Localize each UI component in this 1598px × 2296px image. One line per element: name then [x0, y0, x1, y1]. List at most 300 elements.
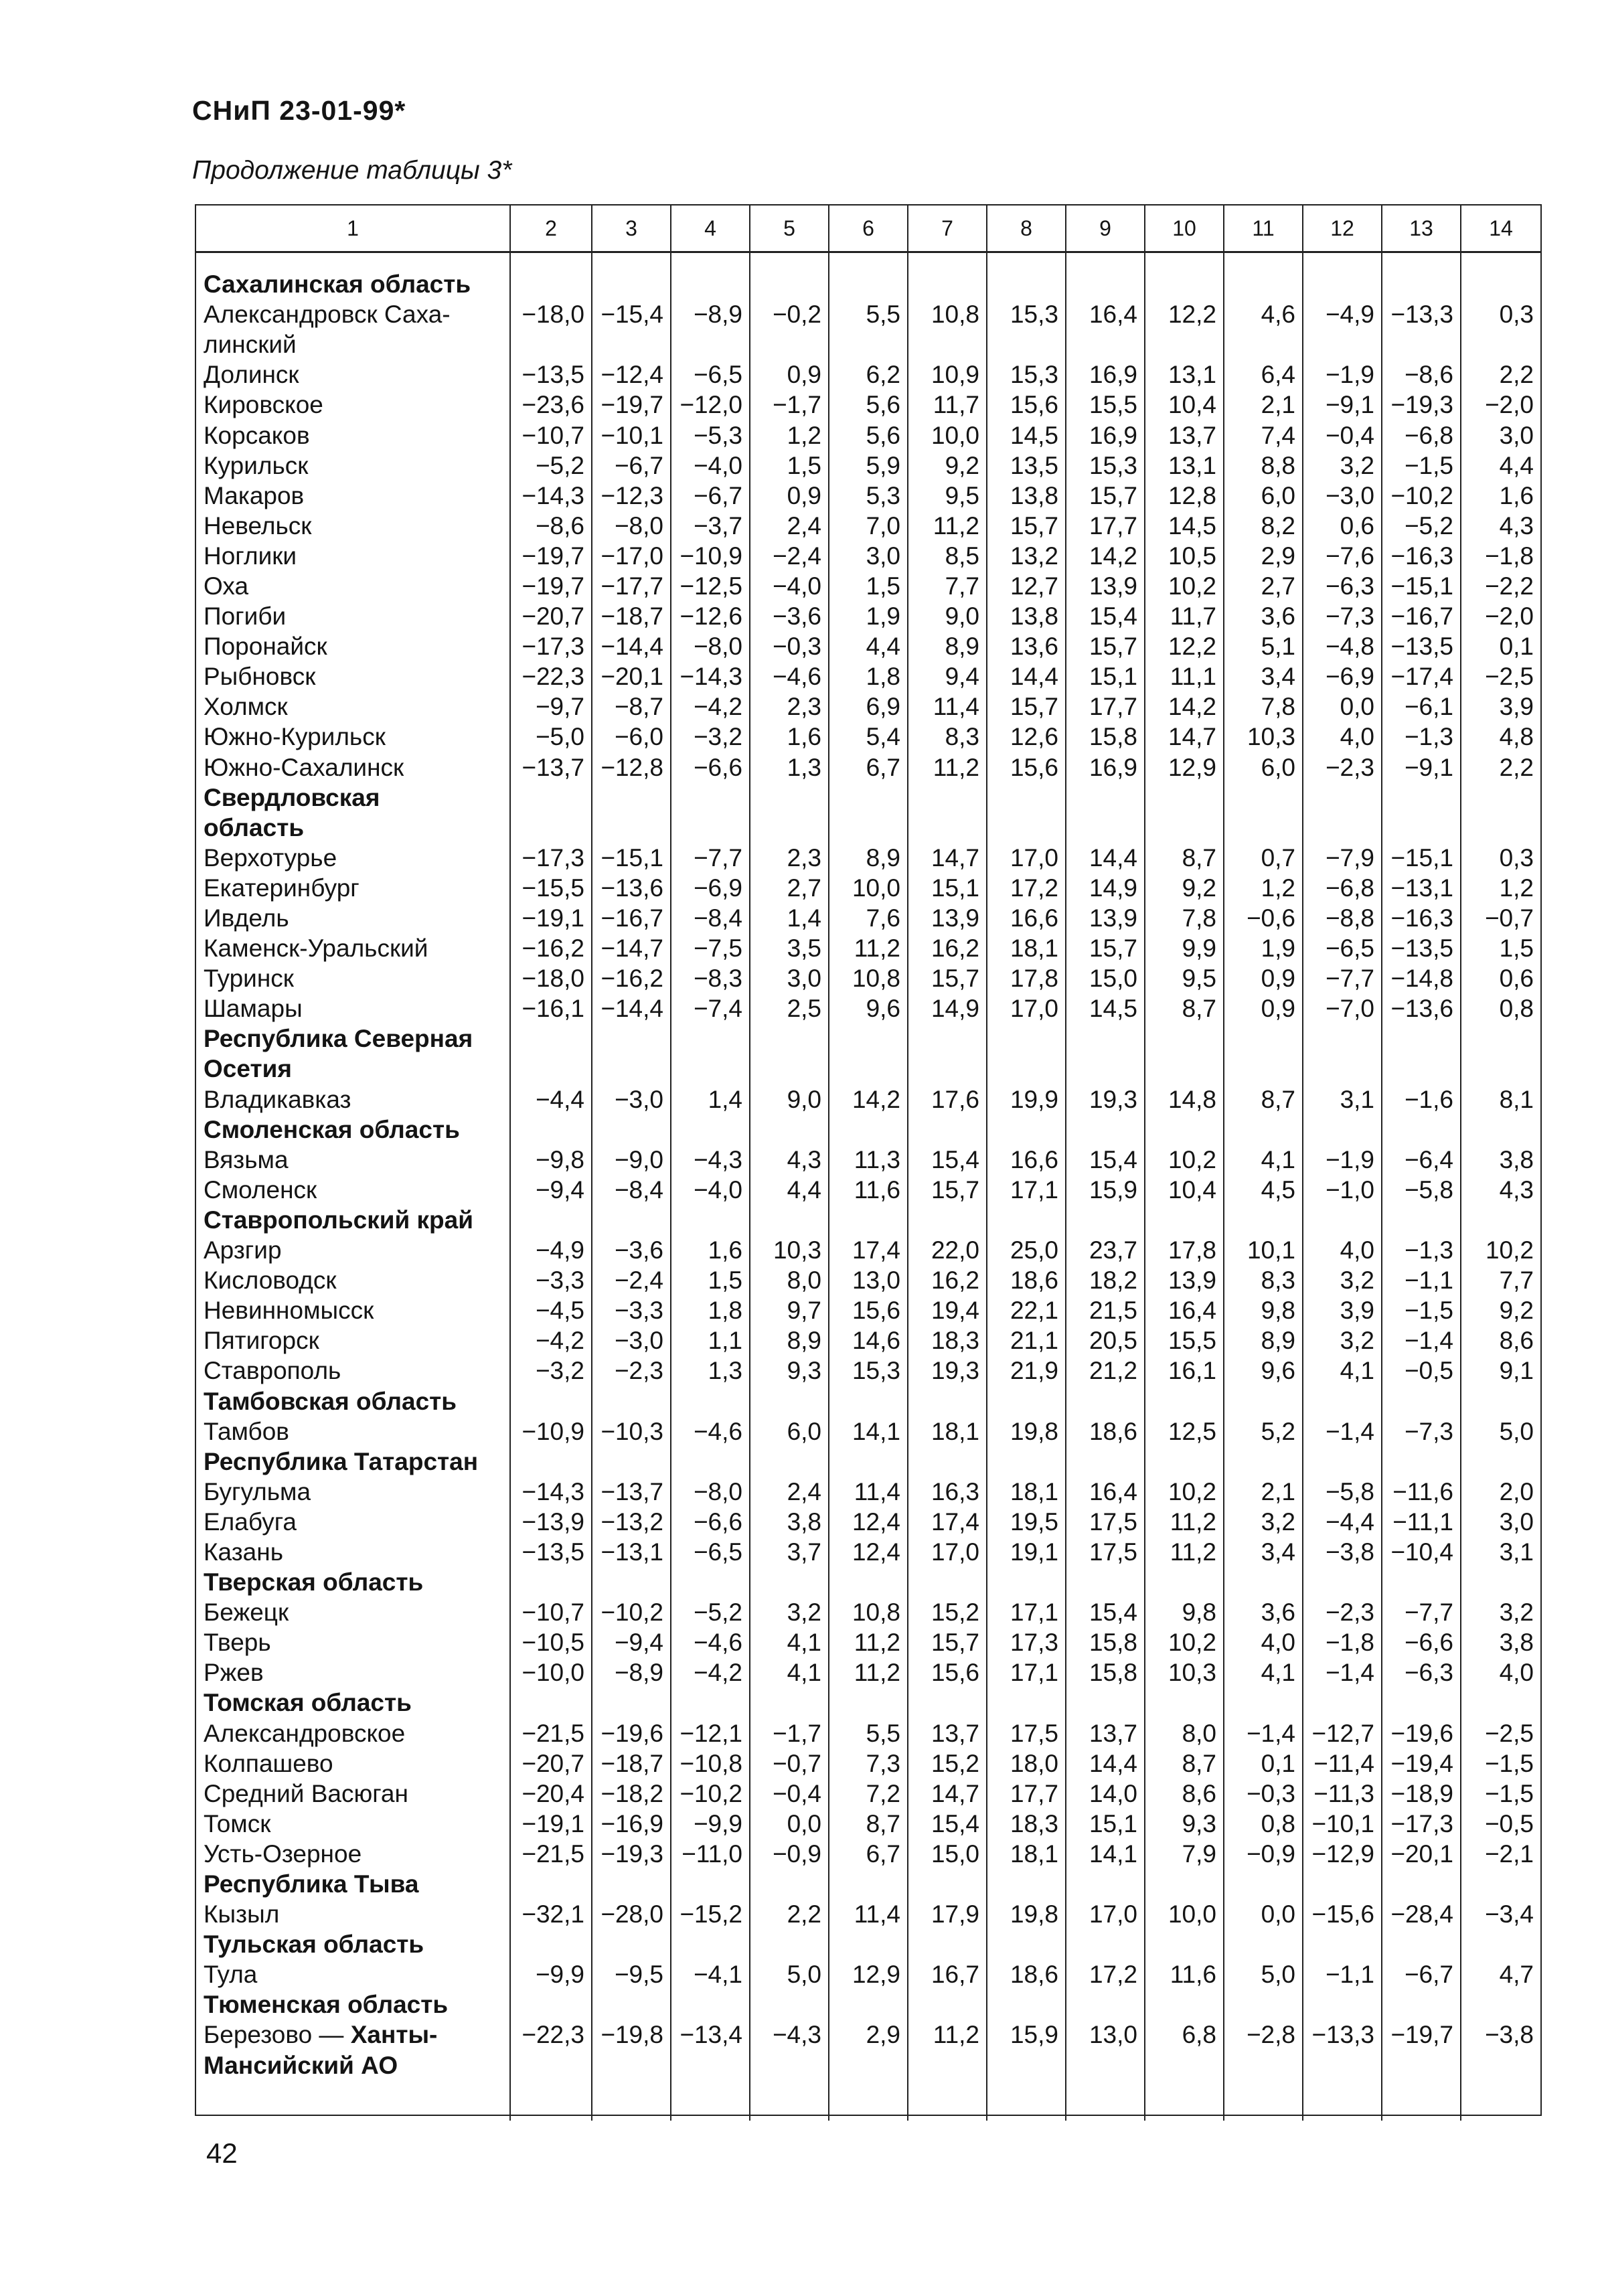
empty-cell — [829, 1989, 908, 2020]
value-cell: 17,2 — [987, 873, 1066, 903]
empty-cell — [592, 269, 671, 299]
value-cell: 14,7 — [908, 1779, 987, 1809]
value-cell: 15,4 — [1066, 1597, 1145, 1627]
region-name: Томская область — [204, 1689, 412, 1717]
region-row — [196, 1386, 1540, 1416]
value-cell: 0,1 — [1224, 1748, 1303, 1779]
value-cell: 8,5 — [908, 541, 987, 571]
station-name: Вязьма — [204, 1145, 289, 1173]
empty-cell — [1145, 1447, 1224, 1477]
value-cell: 16,2 — [908, 1265, 987, 1295]
value-cell: 3,4 — [1224, 1537, 1303, 1567]
value-cell: −16,7 — [592, 903, 671, 933]
empty-cell — [908, 1205, 987, 1235]
value-cell: 13,1 — [1145, 450, 1224, 481]
value-cell: −6,5 — [671, 1537, 750, 1567]
value-cell: −9,4 — [592, 1627, 671, 1657]
table-row — [196, 1145, 1540, 1175]
value-cell: 15,7 — [908, 1175, 987, 1205]
region-name: Тульская область — [204, 1931, 424, 1959]
value-cell: 17,4 — [829, 1235, 908, 1265]
value-cell: −13,9 — [510, 1507, 592, 1537]
value-cell: 13,7 — [1145, 420, 1224, 450]
value-cell: 14,1 — [1066, 1839, 1145, 1869]
station-name: Каменск-Уральский — [204, 934, 428, 963]
empty-cell — [750, 1205, 829, 1235]
value-cell: 8,6 — [1145, 1779, 1224, 1809]
empty-cell — [1303, 1869, 1382, 1899]
value-cell: 4,6 — [1224, 299, 1303, 329]
value-cell: −6,4 — [1382, 1145, 1461, 1175]
empty-cell — [1066, 813, 1145, 843]
value-cell: −12,1 — [671, 1718, 750, 1748]
value-cell: −19,7 — [1382, 2020, 1461, 2050]
empty-cell — [671, 2050, 750, 2080]
value-cell: 22,0 — [908, 1235, 987, 1265]
value-cell: −13,5 — [510, 1537, 592, 1567]
table-row — [196, 601, 1540, 631]
empty-cell — [671, 1023, 750, 1054]
empty-cell — [671, 1567, 750, 1597]
empty-cell — [750, 1929, 829, 1959]
value-cell: −0,3 — [750, 631, 829, 661]
value-cell: 1,6 — [750, 722, 829, 752]
value-cell: 18,0 — [987, 1748, 1066, 1779]
empty-cell — [1461, 329, 1540, 359]
value-cell: −6,5 — [1303, 933, 1382, 963]
value-cell: 15,6 — [987, 390, 1066, 420]
empty-cell — [1145, 269, 1224, 299]
station-name: Долинск — [204, 361, 299, 389]
climate-table — [195, 204, 1542, 2116]
value-cell: −16,3 — [1382, 541, 1461, 571]
empty-cell — [671, 1869, 750, 1899]
value-cell: −2,4 — [592, 1265, 671, 1295]
value-cell: 15,0 — [908, 1839, 987, 1869]
value-cell: 13,0 — [829, 1265, 908, 1295]
empty-cell — [1382, 1023, 1461, 1054]
value-cell: −13,1 — [592, 1537, 671, 1567]
value-cell: 5,0 — [1461, 1416, 1540, 1447]
table-row — [196, 1839, 1540, 1869]
value-cell: −19,1 — [510, 1809, 592, 1839]
empty-cell — [592, 1205, 671, 1235]
empty-cell — [592, 1869, 671, 1899]
value-cell: 16,9 — [1066, 359, 1145, 390]
empty-cell — [1066, 329, 1145, 359]
empty-cell — [1382, 329, 1461, 359]
empty-cell — [987, 1023, 1066, 1054]
value-cell: 8,0 — [750, 1265, 829, 1295]
value-cell: −13,6 — [1382, 993, 1461, 1023]
value-cell: 15,8 — [1066, 1627, 1145, 1657]
region-name-part: Ханты- — [350, 2021, 438, 2049]
value-cell: −1,0 — [1303, 1175, 1382, 1205]
empty-cell — [1224, 1869, 1303, 1899]
value-cell: 14,7 — [1145, 722, 1224, 752]
value-cell: 15,2 — [908, 1748, 987, 1779]
value-cell: 16,4 — [1145, 1295, 1224, 1325]
empty-cell — [987, 1115, 1066, 1145]
value-cell: 16,1 — [1145, 1356, 1224, 1386]
value-cell: 9,5 — [908, 481, 987, 511]
table-row — [196, 661, 1540, 691]
value-cell: −0,5 — [1461, 1809, 1540, 1839]
value-cell: 6,4 — [1224, 359, 1303, 390]
station-name: Владикавказ — [204, 1085, 351, 1113]
value-cell: −6,8 — [1382, 420, 1461, 450]
empty-cell — [908, 783, 987, 813]
empty-cell — [829, 1054, 908, 1084]
value-cell: 1,5 — [750, 450, 829, 481]
table-row — [196, 329, 1540, 359]
empty-cell — [1066, 1205, 1145, 1235]
value-cell: 23,7 — [1066, 1235, 1145, 1265]
value-cell: 6,2 — [829, 359, 908, 390]
table-row — [196, 963, 1540, 993]
value-cell: 7,7 — [1461, 1265, 1540, 1295]
value-cell: 1,8 — [829, 661, 908, 691]
station-name: Кисловодск — [204, 1266, 337, 1295]
value-cell: 18,1 — [987, 1839, 1066, 1869]
value-cell: 17,5 — [987, 1718, 1066, 1748]
table-row — [196, 450, 1540, 481]
value-cell: −22,3 — [510, 2020, 592, 2050]
value-cell: 18,6 — [987, 1265, 1066, 1295]
value-cell: −8,9 — [671, 299, 750, 329]
value-cell: −16,2 — [592, 963, 671, 993]
value-cell: −1,8 — [1303, 1627, 1382, 1657]
table-row — [196, 511, 1540, 541]
value-cell: 9,7 — [750, 1295, 829, 1325]
region-name: Осетия — [204, 1055, 292, 1083]
value-cell: −4,4 — [510, 1084, 592, 1115]
value-cell: −7,7 — [1382, 1597, 1461, 1627]
empty-cell — [1382, 1447, 1461, 1477]
value-cell: −14,3 — [510, 481, 592, 511]
value-cell: 4,3 — [1461, 511, 1540, 541]
page-number: 42 — [206, 2137, 238, 2169]
empty-cell — [1145, 1054, 1224, 1084]
value-cell: −6,0 — [592, 722, 671, 752]
value-cell: −2,3 — [592, 1356, 671, 1386]
value-cell: 6,7 — [829, 1839, 908, 1869]
value-cell: −20,7 — [510, 1748, 592, 1779]
value-cell: −7,5 — [671, 933, 750, 963]
value-cell: −19,3 — [592, 1839, 671, 1869]
value-cell: −9,8 — [510, 1145, 592, 1175]
empty-cell — [1461, 2050, 1540, 2080]
value-cell: 17,7 — [1066, 691, 1145, 722]
empty-cell — [829, 1205, 908, 1235]
value-cell: −1,7 — [750, 390, 829, 420]
empty-cell — [1224, 1023, 1303, 1054]
value-cell: 3,2 — [1224, 1507, 1303, 1537]
value-cell: 11,4 — [908, 691, 987, 722]
empty-cell — [987, 2050, 1066, 2080]
empty-cell — [750, 1054, 829, 1084]
empty-cell — [1303, 1115, 1382, 1145]
empty-cell — [1066, 1115, 1145, 1145]
value-cell: 9,2 — [1145, 873, 1224, 903]
value-cell: −12,9 — [1303, 1839, 1382, 1869]
value-cell: 8,7 — [1145, 843, 1224, 873]
value-cell: 10,2 — [1145, 571, 1224, 601]
region-row — [196, 1054, 1540, 1084]
value-cell: 5,3 — [829, 481, 908, 511]
empty-cell — [987, 1989, 1066, 2020]
value-cell: 13,8 — [987, 601, 1066, 631]
value-cell: 10,2 — [1145, 1477, 1224, 1507]
value-cell: −8,0 — [671, 1477, 750, 1507]
value-cell: 10,0 — [908, 420, 987, 450]
value-cell: 18,3 — [908, 1325, 987, 1356]
value-cell: −2,8 — [1224, 2020, 1303, 2050]
empty-cell — [671, 1989, 750, 2020]
region-name: Свердловская — [204, 783, 380, 811]
empty-cell — [1066, 1688, 1145, 1718]
table-row — [196, 1325, 1540, 1356]
value-cell: −5,8 — [1382, 1175, 1461, 1205]
value-cell: −0,9 — [750, 1839, 829, 1869]
empty-cell — [908, 2050, 987, 2080]
empty-cell — [510, 1989, 592, 2020]
value-cell: 1,6 — [1461, 481, 1540, 511]
value-cell: 8,9 — [1224, 1325, 1303, 1356]
empty-cell — [829, 1869, 908, 1899]
value-cell: 14,6 — [829, 1325, 908, 1356]
table-row — [196, 631, 1540, 661]
value-cell: −9,7 — [510, 691, 592, 722]
empty-cell — [1224, 1688, 1303, 1718]
empty-cell — [510, 269, 592, 299]
value-cell: −13,2 — [592, 1507, 671, 1537]
station-name: Арзгир — [204, 1236, 282, 1264]
empty-cell — [1066, 783, 1145, 813]
empty-cell — [908, 1386, 987, 1416]
empty-cell — [1382, 813, 1461, 843]
value-cell: 2,9 — [829, 2020, 908, 2050]
value-cell: −17,7 — [592, 571, 671, 601]
value-cell: 4,4 — [1461, 450, 1540, 481]
value-cell: 2,2 — [1461, 359, 1540, 390]
value-cell: 3,4 — [1224, 661, 1303, 691]
empty-cell — [1303, 329, 1382, 359]
value-cell: −12,0 — [671, 390, 750, 420]
empty-cell — [908, 1115, 987, 1145]
station-name: Курильск — [204, 451, 309, 479]
value-cell: 0,9 — [1224, 993, 1303, 1023]
value-cell: −22,3 — [510, 661, 592, 691]
table-row — [196, 993, 1540, 1023]
value-cell: 12,4 — [829, 1537, 908, 1567]
value-cell: −10,2 — [592, 1597, 671, 1627]
value-cell: 14,4 — [1066, 1748, 1145, 1779]
value-cell: −1,3 — [1382, 722, 1461, 752]
empty-cell — [1224, 813, 1303, 843]
value-cell: 3,0 — [1461, 1507, 1540, 1537]
empty-cell — [1303, 783, 1382, 813]
value-cell: −14,3 — [510, 1477, 592, 1507]
value-cell: 15,6 — [987, 752, 1066, 783]
empty-cell — [829, 1023, 908, 1054]
empty-cell — [750, 1567, 829, 1597]
empty-cell — [987, 329, 1066, 359]
value-cell: 14,5 — [987, 420, 1066, 450]
empty-cell — [908, 1054, 987, 1084]
value-cell: 4,1 — [1224, 1145, 1303, 1175]
value-cell: 18,6 — [987, 1959, 1066, 1989]
value-cell: −1,5 — [1461, 1748, 1540, 1779]
value-cell: −3,0 — [592, 1084, 671, 1115]
value-cell: −5,2 — [671, 1597, 750, 1627]
value-cell: −7,6 — [1303, 541, 1382, 571]
value-cell: 8,7 — [1145, 1748, 1224, 1779]
station-name: Екатеринбург — [204, 874, 359, 902]
value-cell: −4,6 — [671, 1416, 750, 1447]
value-cell: −10,2 — [671, 1779, 750, 1809]
value-cell: −10,1 — [1303, 1809, 1382, 1839]
value-cell: −3,3 — [592, 1295, 671, 1325]
value-cell: 10,1 — [1224, 1235, 1303, 1265]
region-row — [196, 783, 1540, 813]
value-cell: 17,0 — [987, 993, 1066, 1023]
table-row — [196, 691, 1540, 722]
value-cell: 0,9 — [750, 481, 829, 511]
value-cell: −28,0 — [592, 1899, 671, 1929]
empty-cell — [1303, 1989, 1382, 2020]
value-cell: 17,0 — [987, 843, 1066, 873]
empty-cell — [1224, 1054, 1303, 1084]
value-cell: 2,2 — [1461, 752, 1540, 783]
station-name: Верхотурье — [204, 843, 337, 872]
empty-cell — [671, 1688, 750, 1718]
empty-cell — [592, 1054, 671, 1084]
value-cell: 9,1 — [1461, 1356, 1540, 1386]
empty-cell — [510, 1567, 592, 1597]
value-cell: −15,1 — [592, 843, 671, 873]
value-cell: 3,0 — [1461, 420, 1540, 450]
empty-cell — [1145, 1688, 1224, 1718]
empty-cell — [510, 1386, 592, 1416]
empty-cell — [908, 1447, 987, 1477]
value-cell: −4,2 — [671, 691, 750, 722]
station-name: Туринск — [204, 965, 294, 993]
value-cell: −4,6 — [671, 1627, 750, 1657]
station-name: Тамбов — [204, 1417, 289, 1445]
value-cell: −15,1 — [1382, 571, 1461, 601]
value-cell: −5,0 — [510, 722, 592, 752]
empty-cell — [1382, 1115, 1461, 1145]
table-row — [196, 933, 1540, 963]
empty-cell — [1224, 1386, 1303, 1416]
table-row — [196, 1477, 1540, 1507]
empty-cell — [1145, 783, 1224, 813]
value-cell: −10,1 — [592, 420, 671, 450]
value-cell: −1,7 — [750, 1718, 829, 1748]
empty-cell — [1303, 1386, 1382, 1416]
value-cell: −18,9 — [1382, 1779, 1461, 1809]
value-cell: 12,6 — [987, 722, 1066, 752]
value-cell: 13,9 — [1066, 571, 1145, 601]
value-cell: −6,7 — [1382, 1959, 1461, 1989]
value-cell: −7,4 — [671, 993, 750, 1023]
value-cell: −18,7 — [592, 1748, 671, 1779]
value-cell: 2,0 — [1461, 1477, 1540, 1507]
value-cell: 4,4 — [750, 1175, 829, 1205]
empty-cell — [592, 1688, 671, 1718]
value-cell: 4,0 — [1224, 1627, 1303, 1657]
table-row — [196, 1809, 1540, 1839]
value-cell: −4,0 — [671, 1175, 750, 1205]
value-cell: 5,9 — [829, 450, 908, 481]
value-cell: −8,0 — [592, 511, 671, 541]
station-name: Бугульма — [204, 1477, 311, 1505]
empty-cell — [750, 1447, 829, 1477]
value-cell: 3,6 — [1224, 601, 1303, 631]
value-cell: 4,8 — [1461, 722, 1540, 752]
value-cell: −8,8 — [1303, 903, 1382, 933]
value-cell: 7,4 — [1224, 420, 1303, 450]
empty-cell — [1382, 1688, 1461, 1718]
value-cell: −5,2 — [1382, 511, 1461, 541]
value-cell: −2,0 — [1461, 390, 1540, 420]
value-cell: 19,1 — [987, 1537, 1066, 1567]
value-cell: 18,1 — [908, 1416, 987, 1447]
value-cell: −9,9 — [510, 1959, 592, 1989]
value-cell: 5,5 — [829, 299, 908, 329]
value-cell: 12,2 — [1145, 299, 1224, 329]
value-cell: 16,6 — [987, 1145, 1066, 1175]
value-cell: 10,2 — [1145, 1627, 1224, 1657]
value-cell: 4,1 — [750, 1627, 829, 1657]
value-cell: 2,7 — [1224, 571, 1303, 601]
table-row — [196, 1899, 1540, 1929]
value-cell: 19,3 — [1066, 1084, 1145, 1115]
empty-cell — [908, 329, 987, 359]
value-cell: −2,3 — [1303, 752, 1382, 783]
empty-cell — [510, 2050, 592, 2080]
empty-cell — [750, 813, 829, 843]
value-cell: 19,4 — [908, 1295, 987, 1325]
value-cell: 10,3 — [750, 1235, 829, 1265]
empty-cell — [592, 813, 671, 843]
empty-cell — [908, 1869, 987, 1899]
value-cell: −6,9 — [671, 873, 750, 903]
value-cell: 0,9 — [750, 359, 829, 390]
value-cell: 3,9 — [1461, 691, 1540, 722]
value-cell: −5,2 — [510, 450, 592, 481]
value-cell: −11,1 — [1382, 1507, 1461, 1537]
value-cell: −17,0 — [592, 541, 671, 571]
value-cell: 19,8 — [987, 1416, 1066, 1447]
value-cell: 13,2 — [987, 541, 1066, 571]
value-cell: 16,3 — [908, 1477, 987, 1507]
value-cell: −4,9 — [1303, 299, 1382, 329]
value-cell: −6,3 — [1382, 1657, 1461, 1688]
value-cell: 15,4 — [908, 1145, 987, 1175]
empty-cell — [1461, 1386, 1540, 1416]
value-cell: −12,3 — [592, 481, 671, 511]
value-cell: −18,0 — [510, 963, 592, 993]
station-name: Южно-Сахалинск — [204, 753, 404, 781]
column-header: 5 — [750, 206, 829, 252]
value-cell: 22,1 — [987, 1295, 1066, 1325]
region-name: Республика Тыва — [204, 1870, 419, 1898]
empty-cell — [671, 813, 750, 843]
value-cell: 3,5 — [750, 933, 829, 963]
station-name: Ржев — [204, 1659, 264, 1687]
